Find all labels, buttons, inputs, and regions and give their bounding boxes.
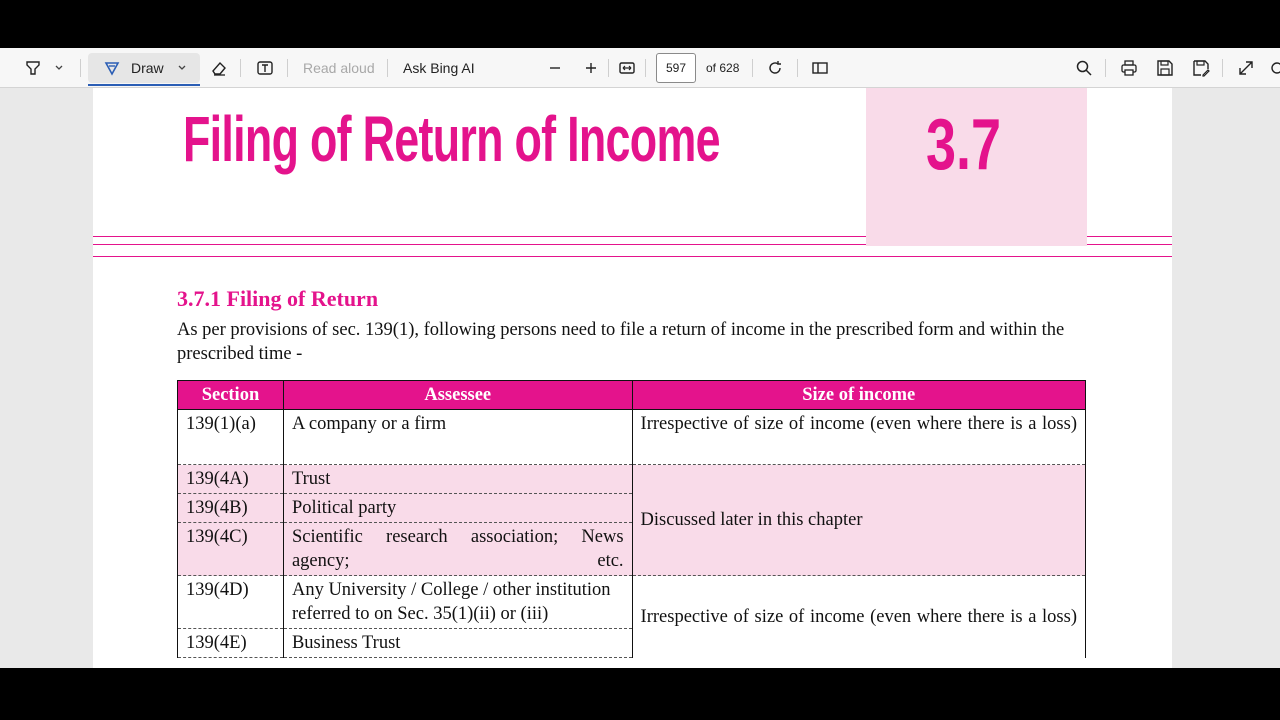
- page-view-icon[interactable]: [811, 48, 829, 88]
- column-header: Size of income: [632, 381, 1085, 410]
- section-cell: 139(4D): [178, 576, 284, 629]
- expand-icon[interactable]: [1237, 48, 1255, 88]
- section-cell: 139(4B): [178, 494, 284, 523]
- draw-dropdown-chevron-icon[interactable]: [177, 48, 187, 88]
- assessee-cell: Any University / College / other institution referred to on Sec. 35(1)(ii) or (iii): [283, 576, 632, 629]
- table-header-row: [178, 381, 1086, 410]
- letterbox-bottom: [0, 668, 1280, 720]
- page-total-label: of 628: [706, 61, 740, 75]
- rule-line: [93, 244, 866, 245]
- table-row: [178, 576, 1086, 629]
- rotate-icon[interactable]: [766, 48, 784, 88]
- assessee-cell: Trust: [283, 465, 632, 494]
- chapter-number: 3.7: [926, 105, 1002, 185]
- assessee-cell: Business Trust: [283, 629, 632, 658]
- pen-icon: [104, 48, 120, 88]
- read-aloud-button[interactable]: Read aloud: [303, 60, 375, 76]
- highlight-dropdown-chevron-icon[interactable]: [54, 48, 64, 88]
- column-header: Section: [178, 381, 284, 410]
- section-cell: 139(1)(a): [178, 410, 284, 465]
- pdf-toolbar: [0, 48, 1280, 88]
- text-box-icon[interactable]: [256, 48, 274, 88]
- print-icon[interactable]: [1120, 48, 1138, 88]
- income-cell: Irrespective of size of income (even where there is a loss): [632, 576, 1085, 658]
- settings-icon[interactable]: [1268, 48, 1280, 88]
- rule-line: [93, 256, 1172, 257]
- filing-table: [177, 380, 1086, 658]
- income-cell: Irrespective of size of income (even where there is a loss): [632, 410, 1085, 465]
- page-number-input[interactable]: 597: [656, 53, 696, 83]
- chapter-number-box: [866, 88, 1087, 246]
- highlight-icon[interactable]: [24, 48, 42, 88]
- column-header: Assessee: [283, 381, 632, 410]
- chapter-title: Filing of Return of Income: [183, 103, 720, 175]
- search-icon[interactable]: [1075, 48, 1093, 88]
- rule-line: [93, 236, 866, 237]
- pdf-page: [93, 88, 1172, 668]
- document-viewer[interactable]: [0, 88, 1280, 668]
- table-row: [178, 465, 1086, 494]
- intro-paragraph: As per provisions of sec. 139(1), following persons need to file a return of income in the prescribed form and within the prescribed time -: [177, 320, 1065, 364]
- save-icon[interactable]: [1156, 48, 1174, 88]
- save-as-icon[interactable]: [1192, 48, 1210, 88]
- draw-label: Draw: [131, 60, 164, 76]
- rule-line: [1087, 236, 1172, 237]
- eraser-icon[interactable]: [210, 48, 228, 88]
- section-heading: 3.7.1 Filing of Return: [177, 286, 379, 311]
- rule-line: [1087, 244, 1172, 245]
- section-cell: 139(4C): [178, 523, 284, 576]
- table-row: [178, 410, 1086, 465]
- zoom-out-icon[interactable]: [548, 48, 562, 88]
- assessee-cell: Political party: [283, 494, 632, 523]
- assessee-cell: A company or a firm: [283, 410, 632, 465]
- section-cell: 139(4A): [178, 465, 284, 494]
- section-cell: 139(4E): [178, 629, 284, 658]
- assessee-cell: Scientific research association; News agency; etc.: [283, 523, 632, 576]
- income-cell: Discussed later in this chapter: [632, 465, 1085, 576]
- fit-width-icon[interactable]: [618, 48, 636, 88]
- ask-bing-button[interactable]: Ask Bing AI: [403, 60, 475, 76]
- zoom-in-icon[interactable]: [584, 48, 598, 88]
